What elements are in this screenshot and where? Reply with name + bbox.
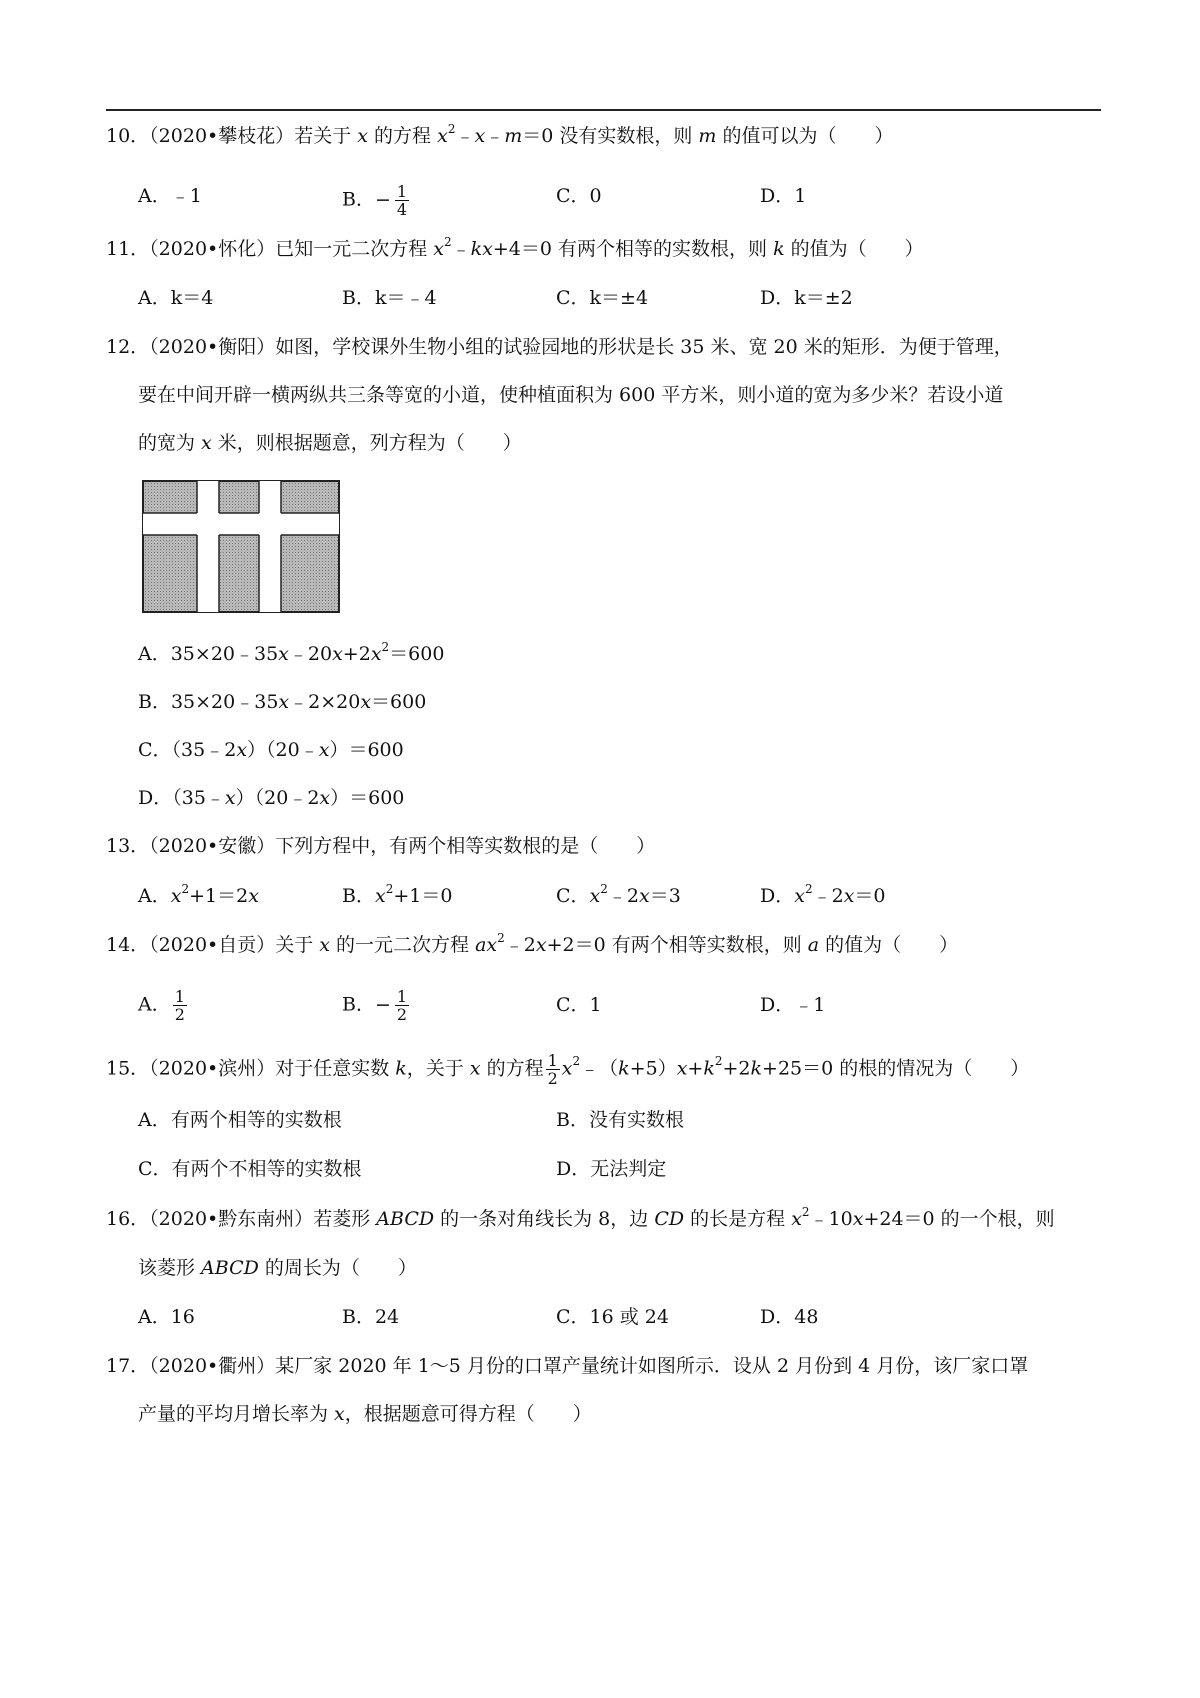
question-11-stem: 11．（2020•怀化）已知一元二次方程 $x^2﹣kx+4=0$ 有两个相等的实数根，则 k 的值为（ ）	[106, 234, 924, 260]
question-12-option-b[interactable]: B．35×20﹣35x﹣2×20x＝600	[138, 691, 427, 713]
question-15-option-b[interactable]: B．没有实数根	[556, 1109, 684, 1131]
question-13-option-c[interactable]: C．$x^2﹣2x=3$	[556, 881, 681, 907]
question-10-option-c[interactable]: C．0	[556, 185, 602, 207]
garden-plot	[143, 481, 339, 612]
question-15-option-a[interactable]: A．有两个相等的实数根	[138, 1109, 342, 1131]
question-12-line-2: 要在中间开辟一横两纵共三条等宽的小道，使种植面积为 600 平方米，则小道的宽为多少米？若设小道	[138, 384, 1004, 406]
question-13-option-a[interactable]: A．$x^2+1=2x$	[138, 881, 259, 907]
vertical-path-right	[259, 481, 281, 612]
question-14-stem: 14．（2020•自贡）关于 x 的一元二次方程 $ax^2﹣2x+2=0$ 有两个相等实数根，则 a 的值为（ ）	[106, 930, 959, 956]
question-12-option-d[interactable]: D．（35﹣x）（20﹣2x）＝600	[138, 787, 405, 809]
question-13-option-d[interactable]: D．$x^2﹣2x=0$	[760, 881, 886, 907]
question-10-option-a[interactable]: A．﹣1	[138, 185, 202, 207]
question-16-option-b[interactable]: B．24	[342, 1306, 400, 1328]
question-16-option-d[interactable]: D．48	[760, 1306, 819, 1328]
question-17-line-1: 17．（2020•衢州）某厂家 2020 年 1～5 月份的口罩产量统计如图所示．设从 2 月份到 4 月份，该厂家口罩	[106, 1355, 1029, 1377]
question-14-option-c[interactable]: C．1	[556, 994, 602, 1016]
question-16-option-a[interactable]: A．16	[138, 1306, 195, 1328]
question-16-line-1: 16．（2020•黔东南州）若菱形 ABCD 的一条对角线长为 8，边 CD 的长是方程 $x^2﹣10x+24=0$ 的一个根，则	[106, 1204, 1055, 1230]
question-11-option-b[interactable]: B．k＝﹣4	[342, 287, 437, 309]
question-17-line-2: 产量的平均月增长率为 x，根据题意可得方程（ ）	[138, 1403, 592, 1425]
question-10-stem: 10．（2020•攀枝花）若关于 x 的方程 $x^2﹣x﹣m=0$ 没有实数根，则 m 的值可以为（ ）	[106, 121, 894, 147]
question-14-option-b[interactable]: B．− $\frac{1}{2}$	[342, 987, 408, 1024]
question-10-option-d[interactable]: D．1	[760, 185, 807, 207]
header-rule	[106, 109, 1101, 111]
question-12-option-c[interactable]: C．（35﹣2x）（20﹣x）＝600	[138, 739, 404, 761]
question-15-option-c[interactable]: C．有两个不相等的实数根	[138, 1158, 362, 1180]
question-12-option-a[interactable]: A．$35\times 20﹣35x﹣20x+2x^2=600$	[138, 639, 445, 665]
horizontal-path	[143, 513, 339, 535]
garden-figure	[142, 480, 342, 615]
question-13-stem: 13．（2020•安徽）下列方程中，有两个相等实数根的是（ ）	[106, 835, 656, 857]
question-11-option-a[interactable]: A．k＝4	[138, 287, 214, 309]
question-14-option-d[interactable]: D．﹣1	[760, 994, 826, 1016]
question-15-stem: 15．（2020•滨州）对于任意实数 k，关于 x 的方程 $\frac{1}{2}$ $x^2﹣(k+5)x+k^2+2k+25=0$ 的根的情况为（ ）	[106, 1051, 1030, 1088]
question-12-line-3: 的宽为 x 米，则根据题意，列方程为（ ）	[138, 432, 522, 454]
question-13-option-b[interactable]: B．$x^2+1=0$	[342, 881, 453, 907]
question-15-option-d[interactable]: D．无法判定	[556, 1158, 667, 1180]
vertical-path-left	[197, 481, 219, 612]
question-12-line-1: 12．（2020•衡阳）如图，学校课外生物小组的试验园地的形状是长 35 米、宽 20 米的矩形．为便于管理，	[106, 336, 1013, 358]
question-14-option-a[interactable]: A． $\frac{1}{2}$	[138, 987, 185, 1024]
question-10-option-b[interactable]: B．− $\frac{1}{4}$	[342, 182, 408, 219]
question-16-line-2: 该菱形 ABCD 的周长为（ ）	[138, 1257, 417, 1279]
question-11-option-d[interactable]: D．k＝±2	[760, 287, 853, 309]
question-11-option-c[interactable]: C．k＝±4	[556, 287, 649, 309]
question-16-option-c[interactable]: C．16 或 24	[556, 1306, 669, 1328]
